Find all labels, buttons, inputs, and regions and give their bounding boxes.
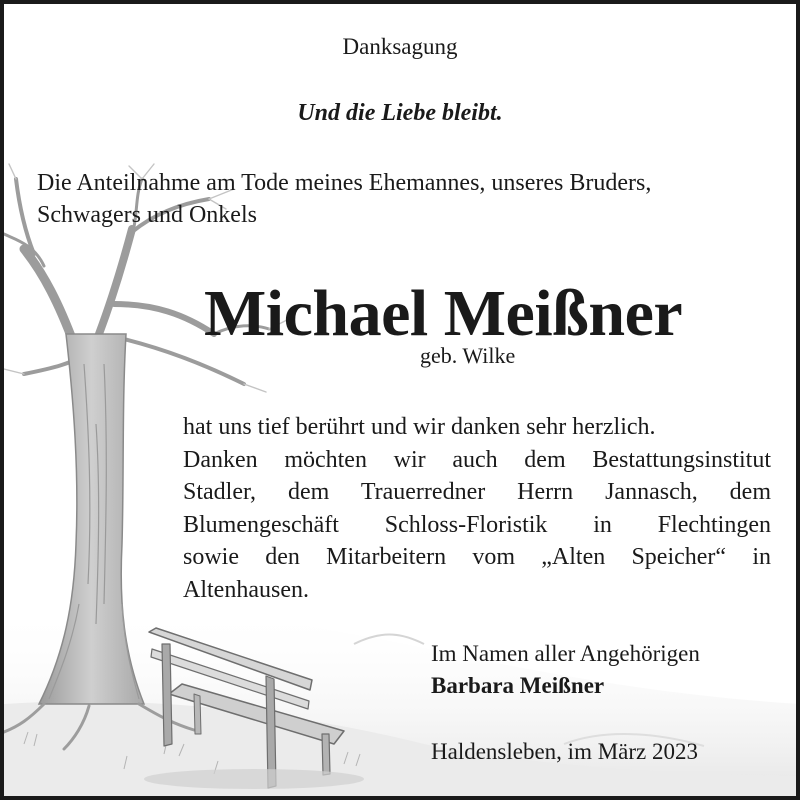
body-line: Altenhausen.	[183, 576, 309, 603]
intro-line: Schwagers und Onkels	[37, 202, 257, 228]
notice-heading: Danksagung	[342, 34, 458, 59]
deceased-name: Michael Meißner	[204, 277, 683, 350]
place-and-date: Haldensleben, im März 2023	[431, 739, 698, 764]
signoff-text: Im Namen aller Angehörigen	[431, 641, 700, 666]
intro-line: Die Anteilnahme am Tode meines Ehemannes, unseres Bruders,	[37, 170, 652, 196]
body-line: Blumengeschäft Schloss-Floristik in Flechtingen	[183, 511, 771, 538]
body-line: sowie den Mitarbeitern vom „Alten Speicher“ in	[183, 544, 771, 570]
body-line: Stadler, dem Trauerredner Herrn Jannasch, dem	[183, 479, 771, 505]
birth-name: geb. Wilke	[420, 343, 516, 368]
notice-body	[183, 411, 771, 606]
body-line: Danken möchten wir auch dem Bestattungsinstitut	[183, 446, 771, 473]
signer-name: Barbara Meißner	[431, 673, 605, 698]
body-line: hat uns tief berührt und wir danken sehr herzlich.	[183, 414, 656, 440]
notice-intro	[37, 167, 777, 231]
notice-motto: Und die Liebe bleibt.	[297, 100, 503, 126]
